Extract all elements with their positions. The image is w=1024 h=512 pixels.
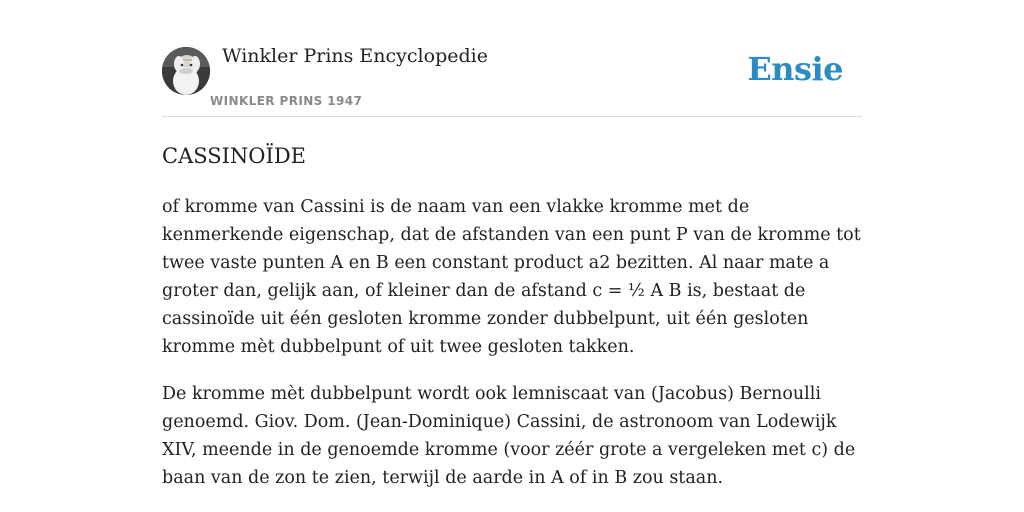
- bearded-man-portrait-icon: [162, 47, 210, 95]
- avatar[interactable]: [162, 47, 210, 95]
- article-paragraph-2: De kromme mèt dubbelpunt wordt ook lemniscaat van (Jacobus) Bernoulli genoemd. Giov. Dom. (Jean-Dominique) Cassini, de astronoom van Lodewijk XIV, meende in de genoemde kromme (voor zéér grote a vergeleken met c) de baan van de zon te zien, terwijl de aarde in A of in B zou staan.: [162, 384, 856, 488]
- source-subtitle[interactable]: WINKLER PRINS 1947: [210, 94, 363, 108]
- article-paragraph-1: of kromme van Cassini is de naam van een vlakke kromme met de kenmerkende eigenschap, dat de afstanden van een punt P van de kromme tot twee vaste punten A en B een constant product a2 bezitten. Al naar mate a groter dan, gelijk aan, of kleiner dan de afstand c = ½ A B is, bestaat de cassinoïde uit één gesloten kromme zonder dubbelpunt, uit één gesloten kromme mèt dubbelpunt of uit twee gesloten takken.: [162, 197, 861, 357]
- page: [162, 0, 862, 492]
- header: [162, 0, 862, 117]
- source-title[interactable]: Winkler Prins Encyclopedie: [222, 45, 488, 67]
- article-title: CASSINOÏDE: [162, 144, 306, 168]
- ensie-logo[interactable]: Ensie: [747, 50, 843, 88]
